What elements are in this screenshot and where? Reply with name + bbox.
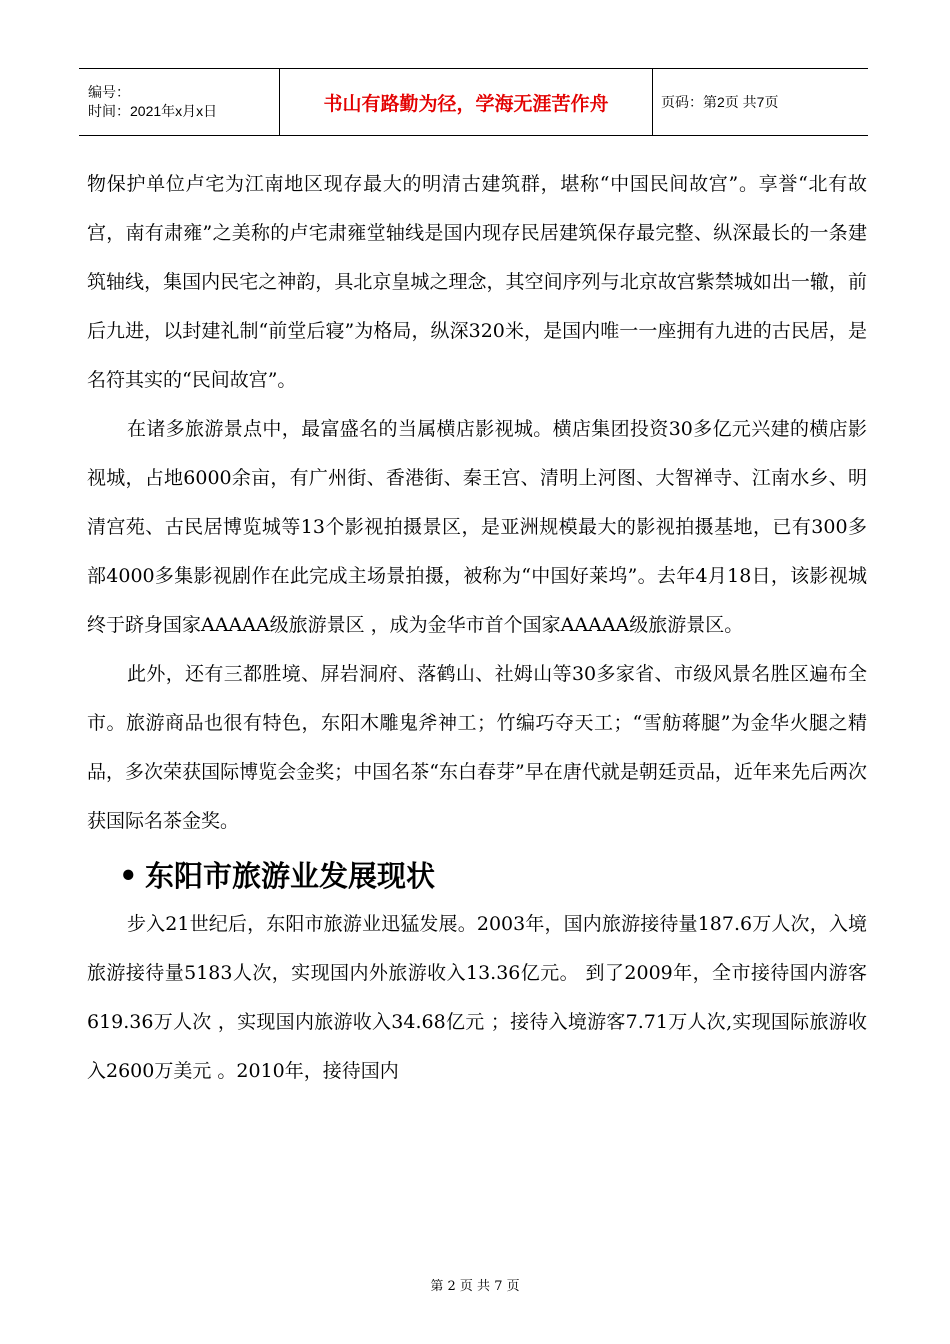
document-date-label: 时间：2021年x月x日 — [88, 103, 218, 119]
document-header — [79, 68, 868, 136]
section-heading — [87, 854, 867, 898]
document-body — [87, 160, 867, 1096]
header-motto: 书山有路勤为径，学海无涯苦作舟 — [323, 92, 609, 115]
header-page-cell — [653, 69, 868, 135]
page-footer: 第 2 页 共 7 页 — [430, 1279, 520, 1294]
bullet-icon: • — [119, 859, 138, 893]
body-paragraph: 此外，还有三都胜境、屏岩洞府、落鹤山、社姆山等30多家省、市级风景名胜区遍布全市。旅游商品也很有特色，东阳木雕鬼斧神工；竹编巧夺天工；“雪舫蒋腿”为金华火腿之精品，多次荣获国际博览会金奖；中国名茶“东白春芽”早在唐代就是朝廷贡品，近年来先后两次获国际名茶金奖。 — [87, 663, 867, 832]
section-heading-text: 东阳市旅游业发展现状 — [145, 859, 436, 893]
document-number-label: 编号： — [88, 84, 130, 100]
body-paragraph: 在诸多旅游景点中，最富盛名的当属横店影视城。横店集团投资30多亿元兴建的横店影视城，占地6000余亩，有广州街、香港街、秦王宫、清明上河图、大智禅寺、江南水乡、明清宫苑、古民居博览城等13个影视拍摄景区，是亚洲规模最大的影视拍摄基地，已有300多部4000多集影视剧作在此完成主场景拍摄，被称为“中国好莱坞”。去年4月18日，该影视城终于跻身国家AAAAA级旅游景区 ，成为金华市首个国家AAAAA级旅游景区。 — [87, 418, 867, 636]
body-paragraph: 物保护单位卢宅为江南地区现存最大的明清古建筑群，堪称“中国民间故宫”。享誉“北有故宫，南有肃雍”之美称的卢宅肃雍堂轴线是国内现存民居建筑保存最完整、纵深最长的一条建筑轴线，集国内民宅之神韵，具北京皇城之理念，其空间序列与北京故宫紫禁城如出一辙，前后九进，以封建礼制“前堂后寝”为格局，纵深320米，是国内唯一一座拥有九进的古民居，是名符其实的“民间故宫”。 — [87, 173, 867, 391]
header-meta-cell — [79, 69, 280, 135]
header-motto-cell — [280, 69, 653, 135]
body-paragraph: 步入21世纪后，东阳市旅游业迅猛发展。2003年，国内旅游接待量187.6万人次，入境旅游接待量5183人次，实现国内外旅游收入13.36亿元。 到了2009年，全市接待国内游客619.36万人次 ，实现国内旅游收入34.68亿元 ；接待入境游客7.71万人次,实现国际旅游收入2600万美元 。2010年，接待国内 — [87, 913, 867, 1082]
header-page-code: 页码：第2页 共7页 — [661, 94, 779, 110]
